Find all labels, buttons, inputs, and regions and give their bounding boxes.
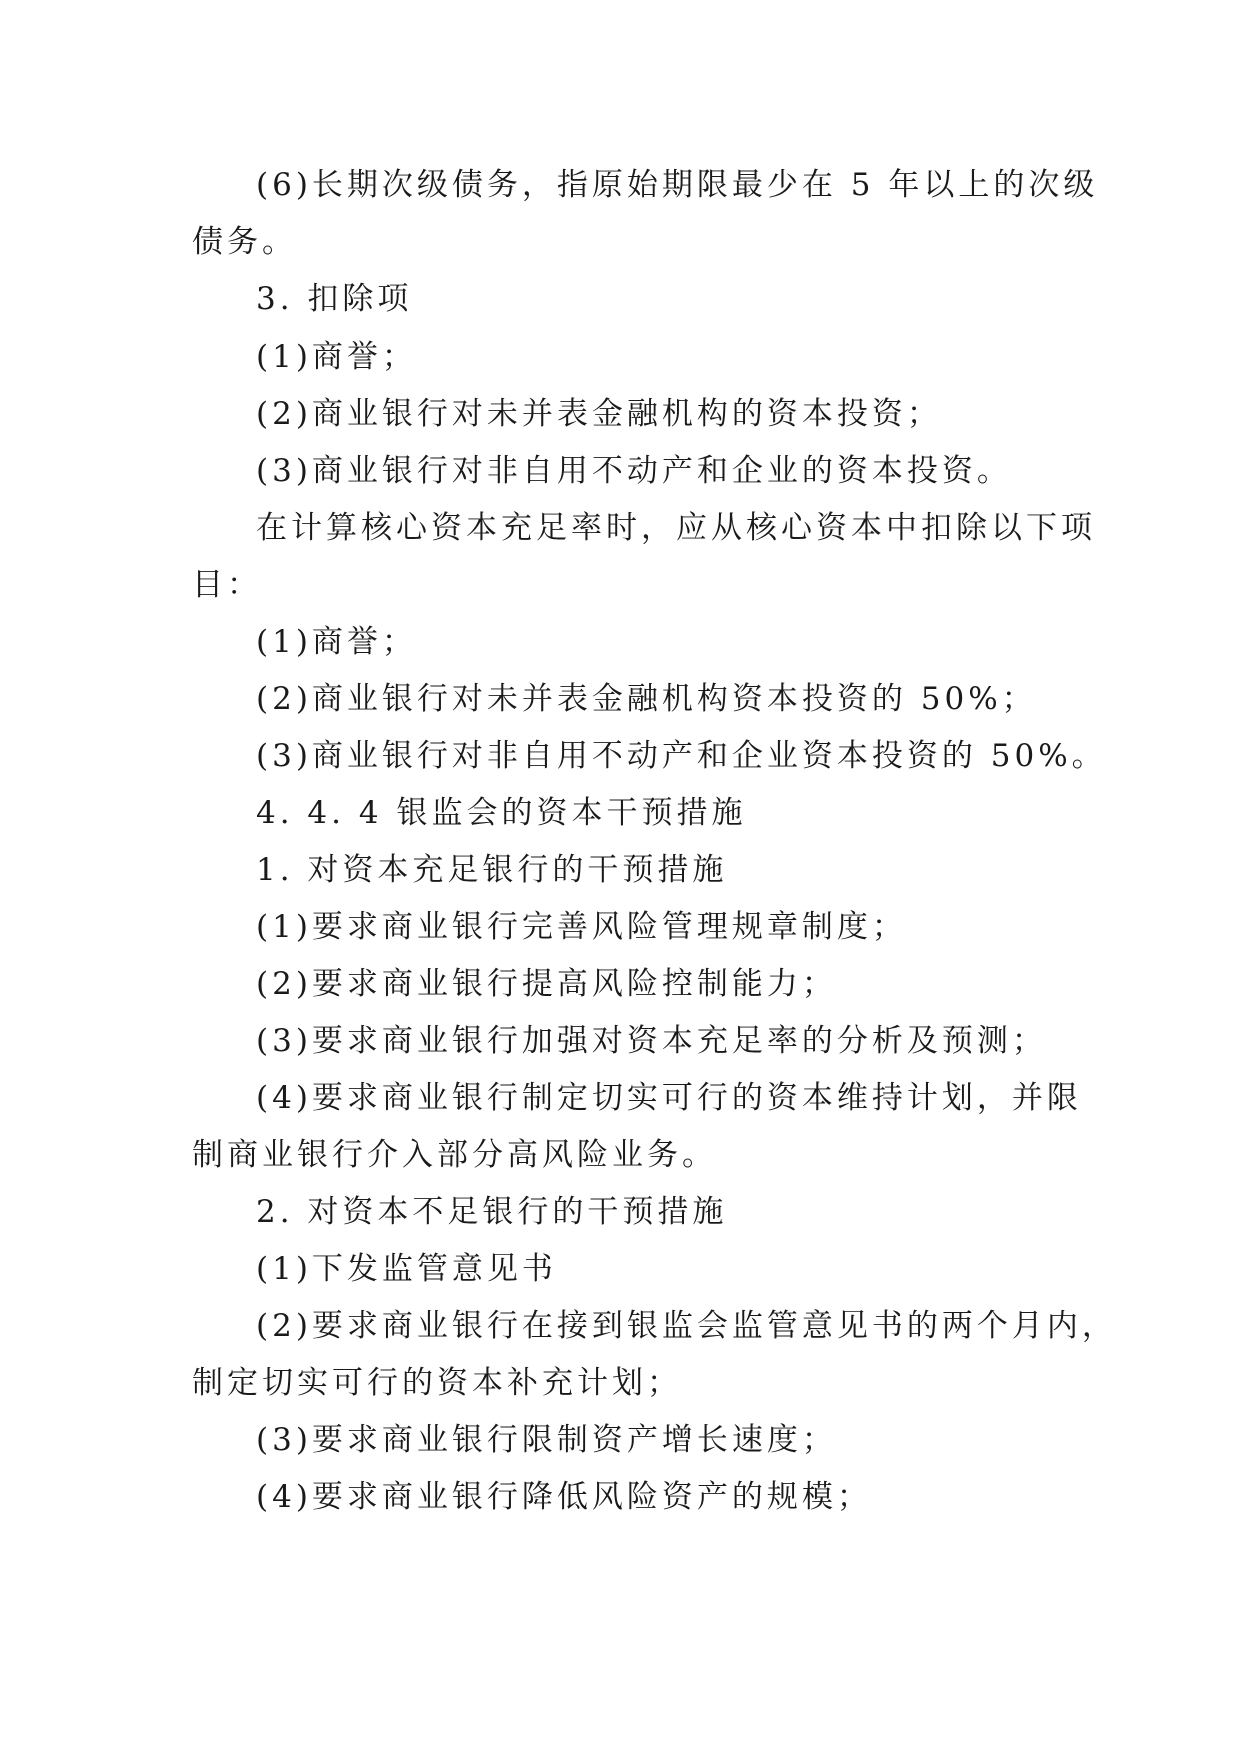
list-item-capital-maintenance-continuation: 制商业银行介入部分高风险业务。 [192, 1137, 717, 1173]
section-heading-cbrc-intervention: 4. 4. 4 银监会的资本干预措施 [256, 795, 747, 831]
list-item-reduce-risk-assets: (4)要求商业银行降低风险资产的规模； [256, 1479, 872, 1515]
list-item-two-month-plan: (2)要求商业银行在接到银监会监管意见书的两个月内， [256, 1308, 1117, 1344]
list-item-risk-control: (2)要求商业银行提高风险控制能力； [256, 966, 837, 1002]
subheading-adequate-banks: 1. 对资本充足银行的干预措施 [256, 852, 728, 888]
list-item-ratio-analysis: (3)要求商业银行加强对资本充足率的分析及预测； [256, 1023, 1047, 1059]
paragraph-6-long-term-subordinated-debt: (6)长期次级债务，指原始期限最少在 5 年以上的次级 [256, 167, 1099, 203]
list-item-goodwill: (1)商誉； [256, 339, 417, 375]
list-item-capital-maintenance: (4)要求商业银行制定切实可行的资本维持计划，并限 [256, 1080, 1082, 1116]
list-item-goodwill-core: (1)商誉； [256, 624, 417, 660]
paragraph-core-capital-deduction-continuation: 目： [192, 567, 262, 603]
section-heading-deductions: 3. 扣除项 [256, 281, 413, 317]
list-item-real-estate-50-percent: (3)商业银行对非自用不动产和企业资本投资的 50%。 [256, 738, 1107, 774]
list-item-limit-asset-growth: (3)要求商业银行限制资产增长速度； [256, 1422, 837, 1458]
paragraph-6-continuation: 债务。 [192, 224, 297, 260]
list-item-risk-rules: (1)要求商业银行完善风险管理规章制度； [256, 909, 907, 945]
subheading-inadequate-banks: 2. 对资本不足银行的干预措施 [256, 1194, 728, 1230]
list-item-unconsolidated-investment: (2)商业银行对未并表金融机构的资本投资； [256, 396, 942, 432]
list-item-non-self-use-real-estate: (3)商业银行对非自用不动产和企业的资本投资。 [256, 453, 1012, 489]
list-item-two-month-plan-continuation: 制定切实可行的资本补充计划； [192, 1365, 682, 1401]
paragraph-core-capital-deduction: 在计算核心资本充足率时，应从核心资本中扣除以下项 [256, 510, 1096, 546]
list-item-supervisory-opinion: (1)下发监管意见书 [256, 1251, 557, 1287]
list-item-unconsolidated-50-percent: (2)商业银行对未并表金融机构资本投资的 50%； [256, 681, 1037, 717]
